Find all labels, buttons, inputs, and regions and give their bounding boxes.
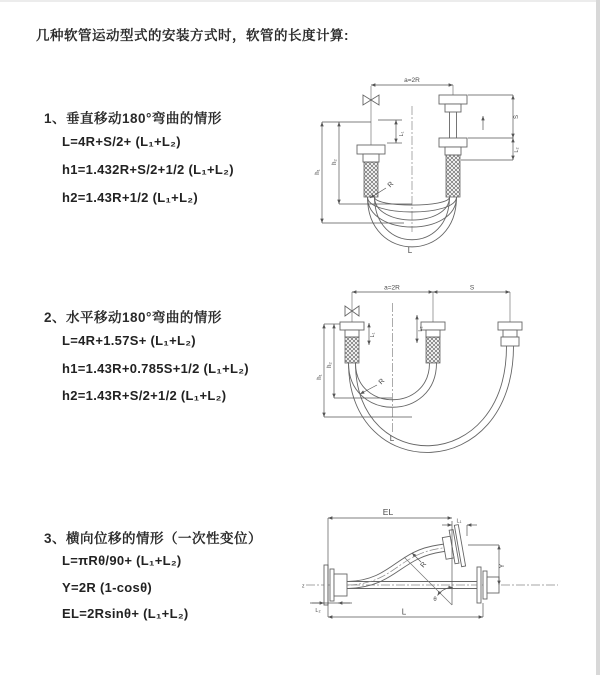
- dim-l1-label: L₁: [370, 332, 376, 338]
- dim-h2-label: h₂: [327, 362, 333, 368]
- section-3-formula-Y: Y=2R (1-cosθ): [62, 580, 153, 595]
- middle-flange: [421, 322, 445, 337]
- length-label: L: [407, 246, 413, 255]
- section-2-formula-h1: h1=1.43R+0.785S+1/2 (L₁+L₂): [62, 361, 249, 376]
- braided-section-left: [345, 337, 359, 363]
- dim-s-label: S: [469, 284, 475, 292]
- dim-h1-label: h₁: [317, 374, 323, 380]
- section-3-heading: 3、横向位移的情形（一次性变位）: [44, 531, 263, 546]
- valve-icon: [363, 86, 379, 145]
- right-flange: [477, 567, 499, 603]
- scan-edge-top: [0, 0, 600, 2]
- dim-l2-label: L₂: [315, 608, 321, 614]
- tilted-flange: [441, 525, 466, 569]
- radius-label: R: [377, 377, 387, 387]
- braided-section-left: [364, 162, 378, 197]
- radius-label: R: [386, 180, 396, 190]
- length-label: L: [401, 607, 407, 617]
- section-2-heading: 2、水平移动180°弯曲的情形: [44, 310, 222, 325]
- dim-el-label: EL: [382, 507, 394, 517]
- dim-h1-label: h₁: [315, 169, 321, 175]
- theta-radius-line: [404, 557, 452, 605]
- dim-s-label: S: [514, 114, 520, 120]
- section-1-heading: 1、垂直移动180°弯曲的情形: [44, 111, 222, 126]
- dim-l1-label: L₁: [399, 131, 405, 137]
- right-flange-upper: [439, 95, 467, 112]
- section-3-formula-L: L=πRθ/90+ (L₁+L₂): [62, 553, 182, 568]
- section-1-formula-h1: h1=1.432R+S/2+1/2 (L₁+L₂): [62, 162, 234, 177]
- section-2-formula-h2: h2=1.43R+S/2+1/2 (L₁+L₂): [62, 388, 227, 403]
- braided-section-right: [446, 155, 460, 197]
- section-3-formula-EL: EL=2Rsinθ+ (L₁+L₂): [62, 606, 189, 621]
- section-2-formula-L: L=4R+1.57S+ (L₁+L₂): [62, 333, 196, 348]
- section-1-formula-h2: h2=1.43R+1/2 (L₁+L₂): [62, 190, 199, 205]
- braided-section-middle: [426, 337, 440, 363]
- dim-l2-label: L₂: [418, 326, 424, 332]
- diagram-vertical-180-bend: [308, 70, 563, 255]
- length-label: L: [389, 434, 395, 443]
- dim-a2r-label: a=2R: [404, 77, 420, 84]
- dim-a2r-label: a=2R: [384, 284, 400, 292]
- left-flange: [357, 145, 385, 162]
- left-flange: [324, 565, 347, 605]
- dim-l2-label: L₂: [514, 147, 520, 153]
- left-flange: [340, 322, 364, 337]
- diagram-lateral-displacement: [300, 505, 592, 645]
- diagram-horizontal-180-bend: [312, 283, 574, 458]
- right-flange: [498, 322, 522, 346]
- page-title: 几种软管运动型式的安装方式时，软管的长度计算:: [36, 28, 349, 43]
- scan-edge-right: [596, 0, 600, 675]
- right-flange-lower: [439, 138, 467, 155]
- theta-label: θ: [433, 597, 437, 603]
- datum-mark: z: [302, 583, 305, 590]
- section-1-formula-L: L=4R+S/2+ (L₁+L₂): [62, 134, 181, 149]
- radius-label: R: [419, 560, 429, 570]
- dim-y-label: Y: [499, 563, 506, 569]
- dim-l1-label: L₁: [456, 518, 462, 525]
- dim-h2-label: h₂: [332, 159, 338, 165]
